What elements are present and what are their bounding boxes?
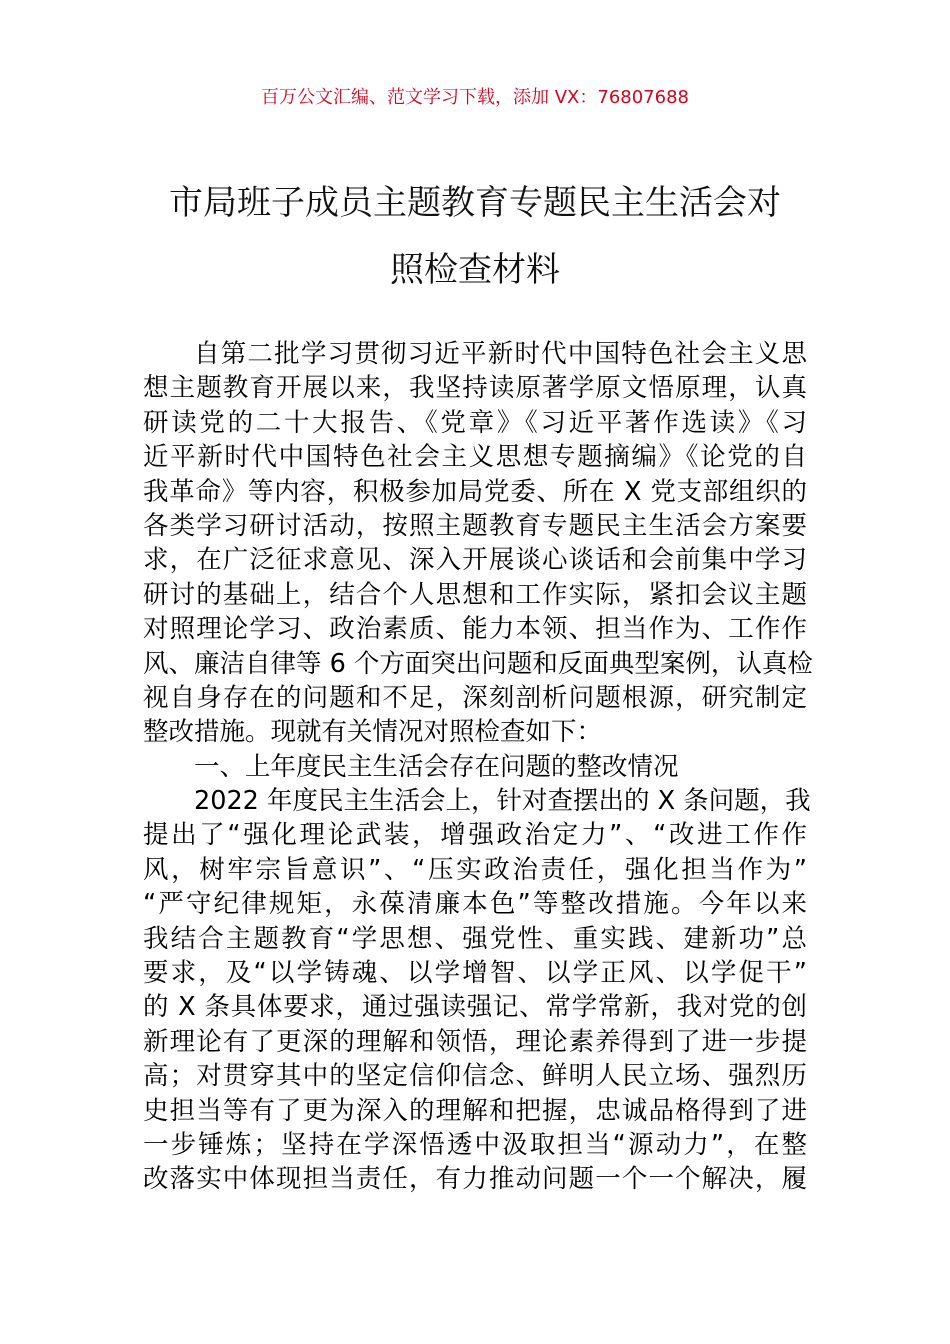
- body-line: 对照理论学习、政治素质、能力本领、担当作为、工作作: [143, 614, 807, 645]
- body-line: 新理论有了更深的理解和领悟，理论素养得到了进一步提: [143, 1026, 807, 1057]
- body-line: 提出了“强化理论武装，增强政治定力”、“改进工作作: [143, 820, 807, 851]
- section-heading: 一、上年度民主生活会存在问题的整改情况: [194, 751, 679, 782]
- watermark-text: 百万公文汇编、范文学习下载，添加 VX：76807688: [261, 87, 689, 108]
- body-line: 求，在广泛征求意见、深入开展谈心谈话和会前集中学习: [143, 545, 807, 576]
- document-title-line-1: 市局班子成员主题教育专题民主生活会对: [169, 183, 781, 223]
- body-line: 我革命》等内容，积极参加局党委、所在 X 党支部组织的: [143, 476, 807, 507]
- body-line: 风，树牢宗旨意识”、“压实政治责任，强化担当作为”: [143, 854, 807, 885]
- body-line: 改落实中体现担当责任，有力推动问题一个一个解决，履: [143, 1164, 807, 1195]
- body-line: 整改措施。现就有关情况对照检查如下：: [143, 717, 603, 748]
- body-line: 自第二批学习贯彻习近平新时代中国特色社会主义思: [194, 339, 807, 369]
- body-line: “严守纪律规矩，永葆清廉本色”等整改措施。今年以来: [143, 889, 807, 920]
- body-line: 研读党的二十大报告、《党章》《习近平著作选读》《习: [143, 407, 807, 438]
- document-body: [143, 337, 813, 1197]
- body-line: 一步锤炼；坚持在学深悟透中汲取担当“源动力”，在整: [143, 1129, 807, 1160]
- body-line: 想主题教育开展以来，我坚持读原著学原文悟原理，认真: [143, 373, 807, 404]
- document-title-line-2: 照检查材料: [390, 250, 560, 290]
- body-line: 研讨的基础上，结合个人思想和工作实际，紧扣会议主题: [143, 579, 807, 610]
- body-line: 史担当等有了更为深入的理解和把握，忠诚品格得到了进: [143, 1095, 807, 1126]
- body-line: 各类学习研讨活动，按照主题教育专题民主生活会方案要: [143, 510, 807, 541]
- body-line: 高；对贯穿其中的坚定信仰信念、鲜明人民立场、强烈历: [143, 1061, 807, 1092]
- body-line: 我结合主题教育“学思想、强党性、重实践、建新功”总: [143, 923, 807, 954]
- body-line: 的 X 条具体要求，通过强读强记、常学常新，我对党的创: [143, 992, 807, 1023]
- body-line: 近平新时代中国特色社会主义思想专题摘编》《论党的自: [143, 442, 807, 473]
- body-line: 2022 年度民主生活会上，针对查摆出的 X 条问题，我: [194, 786, 811, 817]
- body-line: 风、廉洁自律等 6 个方面突出问题和反面典型案例，认真检: [143, 648, 813, 679]
- body-line: 视自身存在的问题和不足，深刻剖析问题根源，研究制定: [143, 682, 807, 713]
- body-line: 要求，及“以学铸魂、以学增智、以学正风、以学促干”: [143, 958, 807, 989]
